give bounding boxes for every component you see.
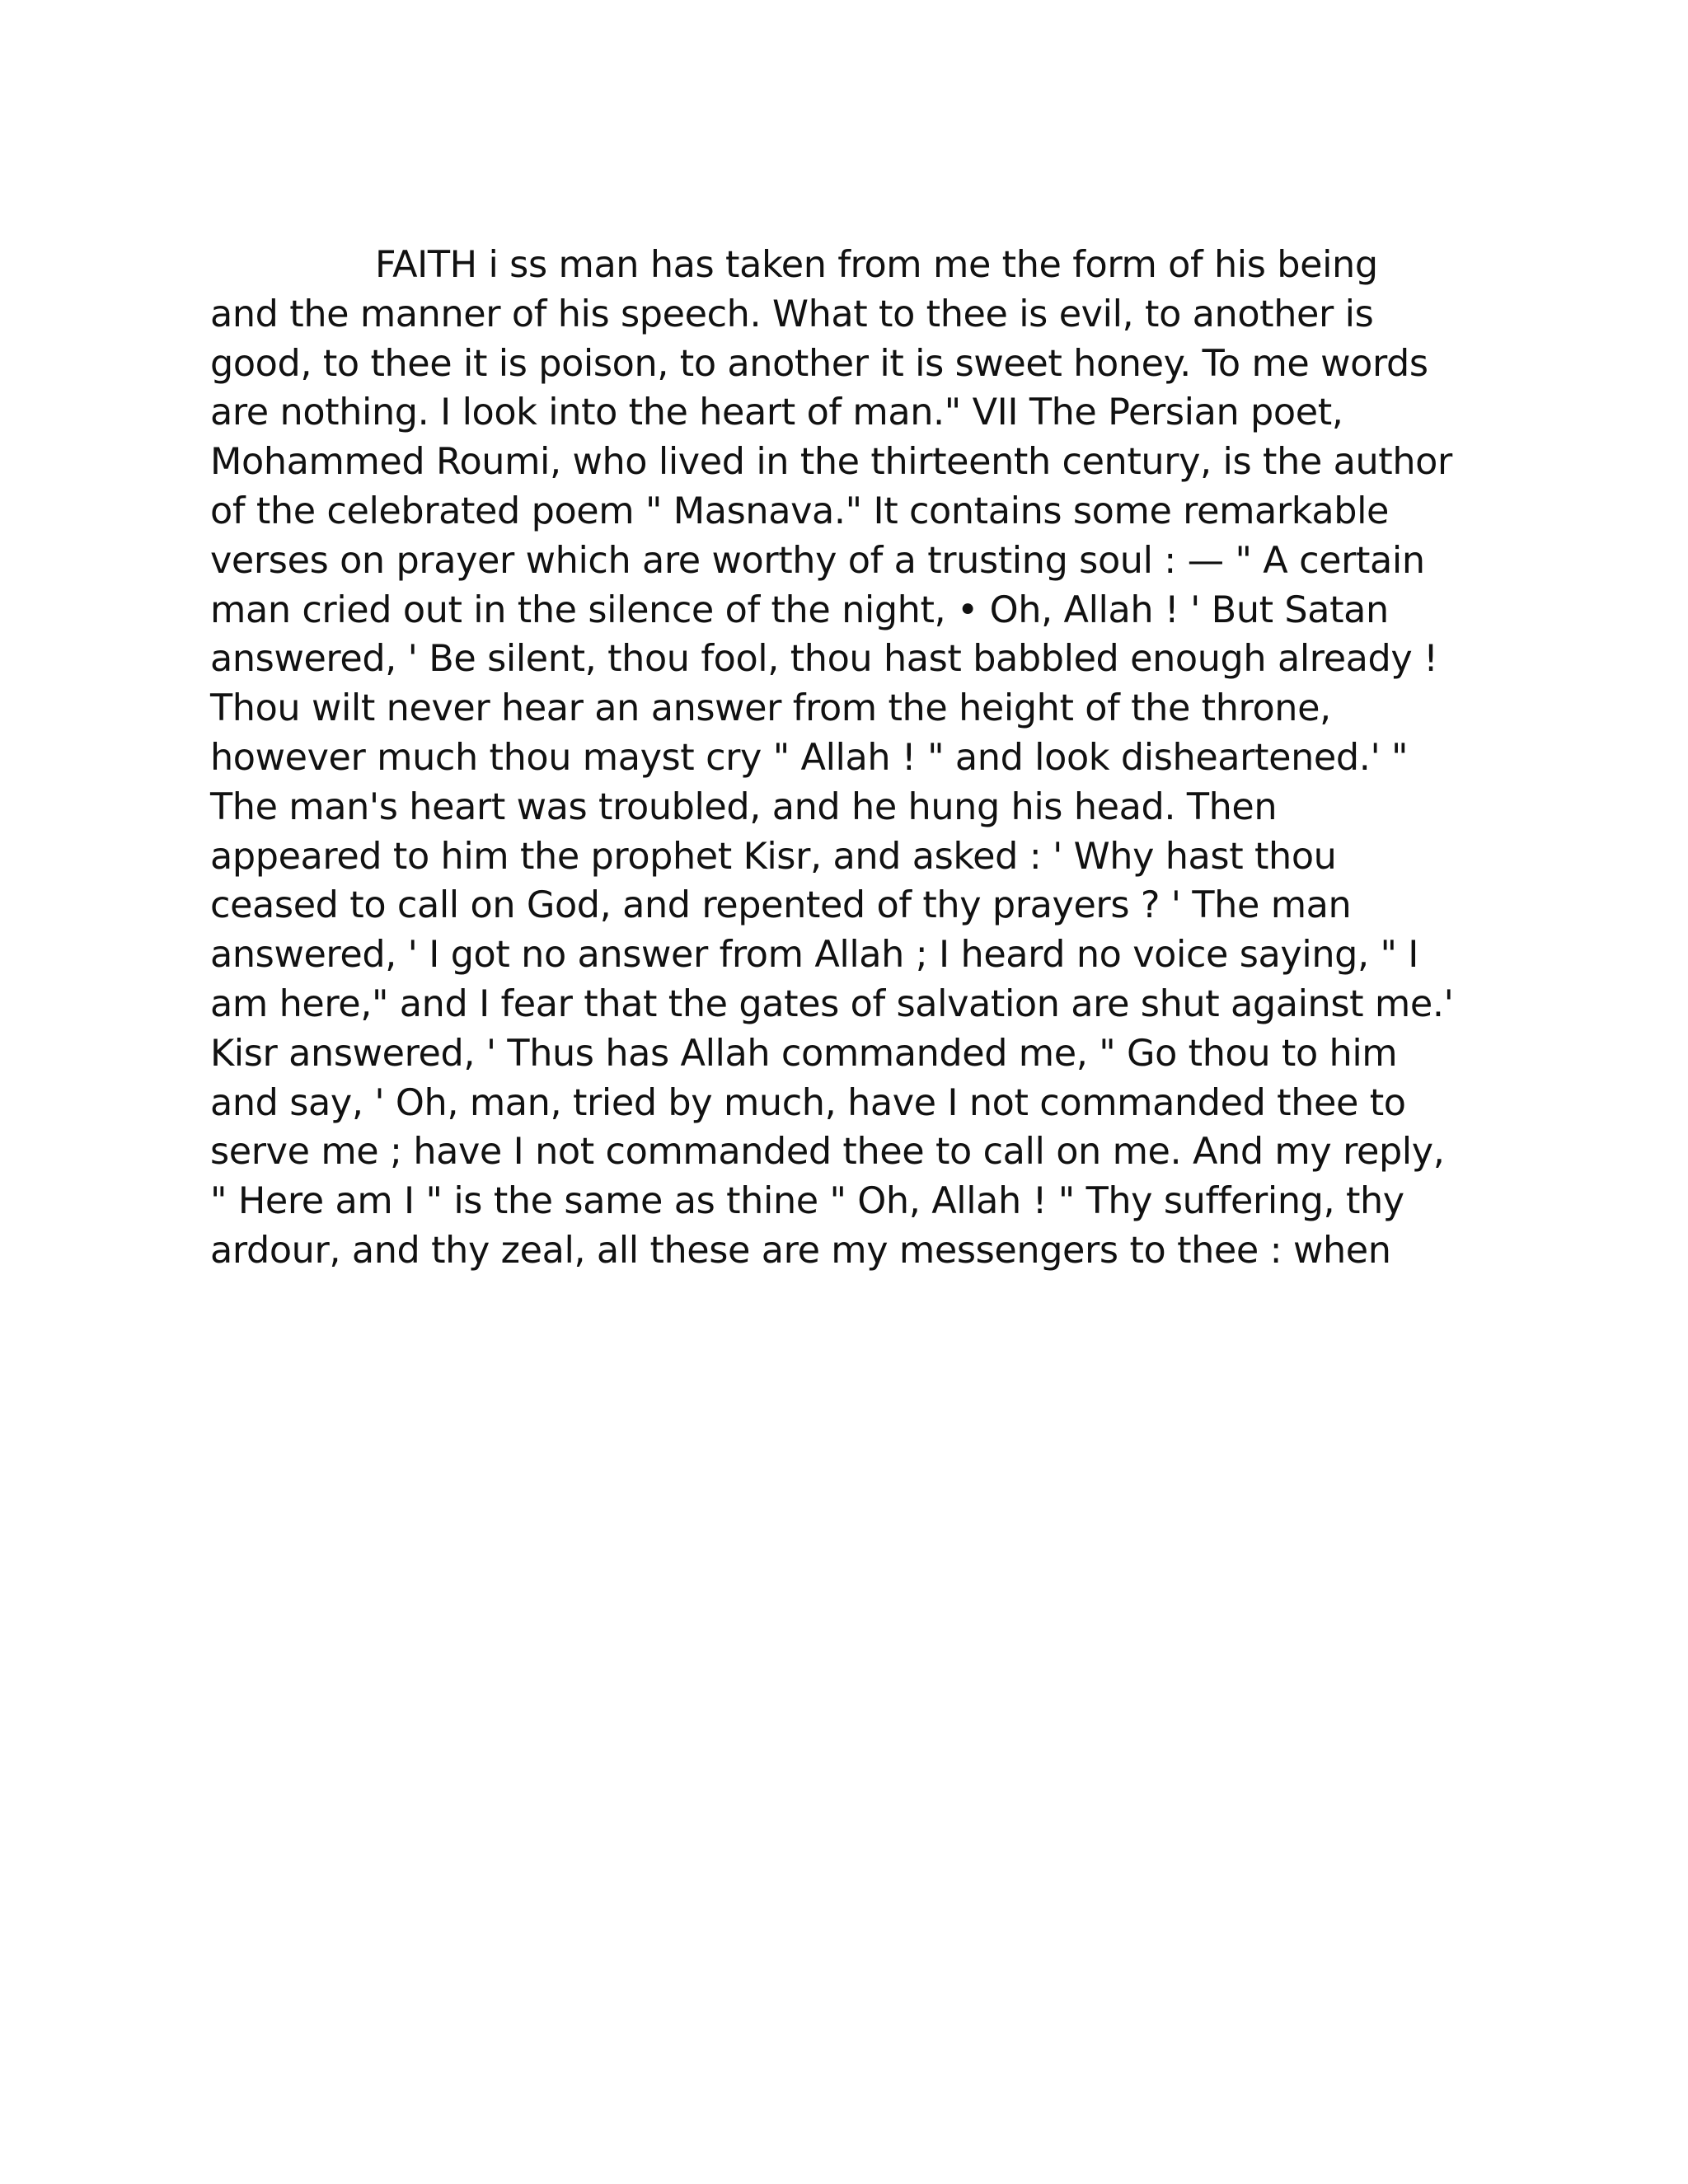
text-line: and the manner of his speech. What to thee is evil, to another is xyxy=(210,293,1374,335)
text-line: are nothing. I look into the heart of man." VII The Persian poet, xyxy=(210,391,1343,434)
text-line: man cried out in the silence of the night, • Oh, Allah ! ' But Satan xyxy=(210,588,1389,631)
text-line: however much thou mayst cry " Allah ! " and look disheartened.' " xyxy=(210,736,1409,779)
text-line: Mohammed Roumi, who lived in the thirteenth century, is the author xyxy=(210,441,1452,484)
text-line: " Here am I " is the same as thine " Oh, Allah ! " Thy suffering, thy xyxy=(210,1180,1404,1223)
text-line: of the celebrated poem " Masnava." It contains some remarkable xyxy=(210,490,1390,532)
text-line: Thou wilt never hear an answer from the height of the throne, xyxy=(210,687,1331,730)
text-line: ardour, and thy zeal, all these are my messengers to thee : when xyxy=(210,1229,1391,1272)
text-line: answered, ' I got no answer from Allah ; I heard no voice saying, " I xyxy=(210,934,1418,977)
text-line: Kisr answered, ' Thus has Allah commanded me, " Go thou to him xyxy=(210,1032,1398,1075)
text-line: good, to thee it is poison, to another it is sweet honey. To me words xyxy=(210,342,1428,385)
text-line: serve me ; have I not commanded thee to call on me. And my reply, xyxy=(210,1131,1445,1174)
text-line: ceased to call on God, and repented of thy prayers ? ' The man xyxy=(210,884,1352,927)
text-line: am here," and I fear that the gates of salvation are shut against me.' xyxy=(210,982,1454,1025)
text-line: and say, ' Oh, man, tried by much, have I not commanded thee to xyxy=(210,1081,1406,1124)
text-line: answered, ' Be silent, thou fool, thou hast babbled enough already ! xyxy=(210,638,1438,681)
text-line: The man's heart was troubled, and he hung his head. Then xyxy=(210,785,1278,828)
text-line: FAITH i ss man has taken from me the form of his being xyxy=(375,244,1378,286)
body-text xyxy=(210,241,1529,1276)
text-line: appeared to him the prophet Kisr, and asked : ' Why hast thou xyxy=(210,835,1337,878)
text-line: verses on prayer which are worthy of a trusting soul : — " A certain xyxy=(210,539,1425,582)
